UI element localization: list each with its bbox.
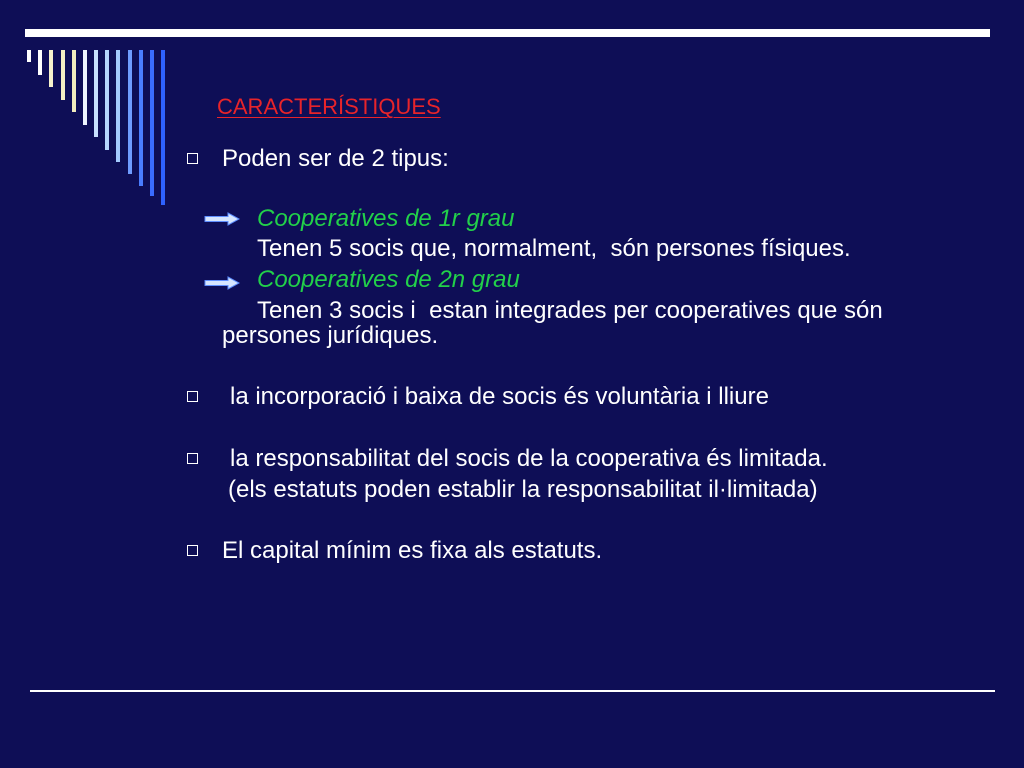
hollow-square-icon	[187, 453, 198, 464]
right-arrow-icon	[204, 212, 240, 226]
decor-stripe	[116, 50, 120, 162]
decor-stripe	[83, 50, 87, 125]
decor-stripe	[49, 50, 53, 87]
type-2-description-line-2: persones jurídiques.	[222, 322, 439, 349]
point-1-text: Poden ser de 2 tipus:	[222, 145, 449, 172]
decor-stripe	[150, 50, 154, 196]
decor-stripe	[27, 50, 31, 62]
point-2-text: la incorporació i baixa de socis és voluntària i lliure	[230, 383, 769, 410]
point-3-note: (els estatuts poden establir la responsabilitat il·limitada)	[228, 476, 818, 503]
hollow-square-icon	[187, 391, 198, 402]
point-4-text: El capital mínim es fixa als estatuts.	[222, 537, 603, 564]
decor-stripe	[94, 50, 98, 137]
decor-stripe	[72, 50, 76, 112]
hollow-square-icon	[187, 153, 198, 164]
right-arrow-icon	[204, 276, 240, 290]
point-3-text: la responsabilitat del socis de la cooperativa és limitada.	[230, 445, 828, 472]
type-1-description: Tenen 5 socis que, normalment, són persones físiques.	[257, 235, 851, 262]
top-rule	[25, 29, 990, 37]
type-2-heading: Cooperatives de 2n grau	[257, 266, 520, 293]
type-2-description-line-1: Tenen 3 socis i estan integrades per cooperatives que són	[257, 297, 883, 324]
decor-stripe	[105, 50, 109, 150]
hollow-square-icon	[187, 545, 198, 556]
decor-stripe	[38, 50, 42, 75]
type-1-heading: Cooperatives de 1r grau	[257, 205, 515, 232]
decor-stripe	[128, 50, 132, 174]
decor-stripe	[139, 50, 143, 186]
bottom-rule	[30, 690, 995, 692]
slide-title: CARACTERÍSTIQUES	[217, 94, 441, 119]
decor-stripe	[161, 50, 165, 205]
decor-stripe	[61, 50, 65, 100]
